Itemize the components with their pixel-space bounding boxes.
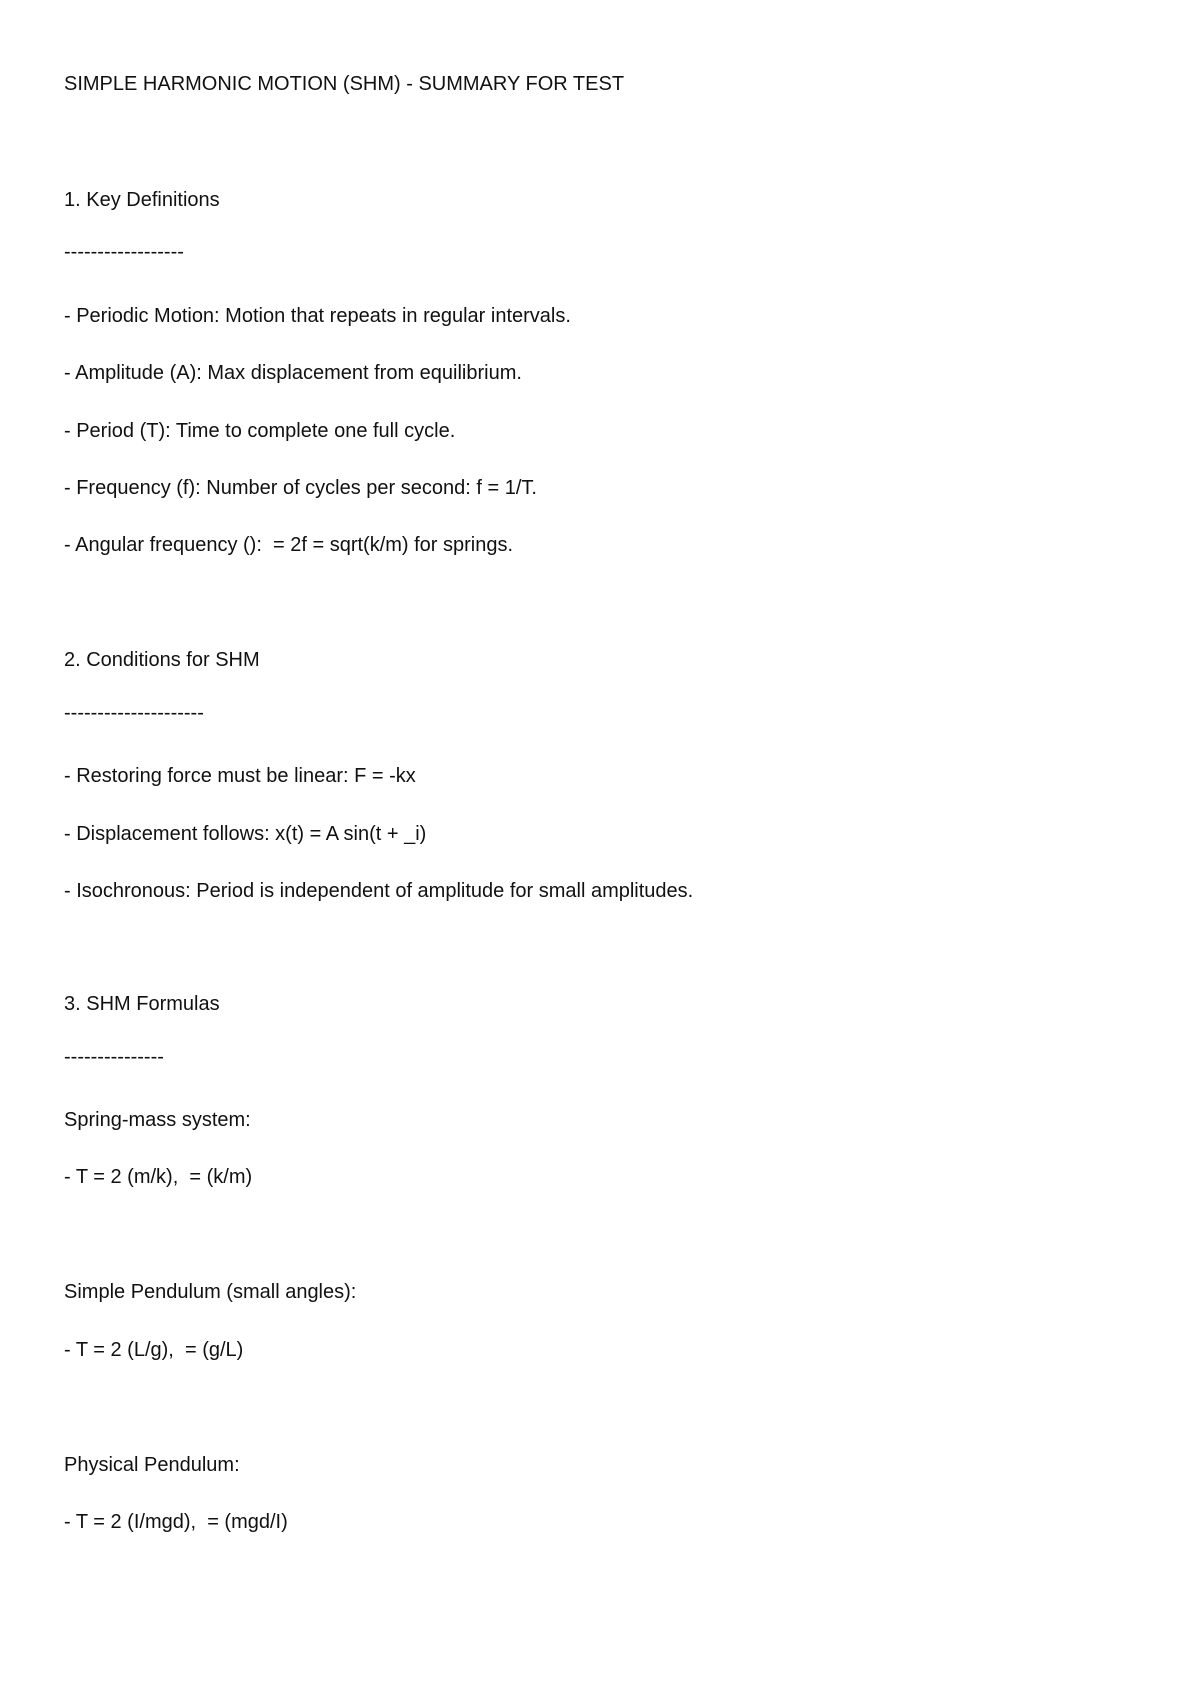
- definition-item: - Amplitude (A): Max displacement from equilibrium.: [64, 362, 522, 384]
- definition-item: - Period (T): Time to complete one full cycle.: [64, 420, 456, 442]
- formula-line: - T = 2 (L/g), = (g/L): [64, 1339, 244, 1361]
- formula-group-label: Simple Pendulum (small angles):: [64, 1281, 357, 1303]
- formula-line: - T = 2 (m/k), = (k/m): [64, 1166, 253, 1188]
- condition-item: - Displacement follows: x(t) = A sin(t + _i): [64, 823, 427, 845]
- section-heading-key-definitions: 1. Key Definitions: [64, 189, 220, 211]
- section-rule: ------------------: [64, 241, 184, 263]
- condition-item: - Isochronous: Period is independent of amplitude for small amplitudes.: [64, 880, 694, 902]
- definition-item: - Frequency (f): Number of cycles per second: f = 1/T.: [64, 477, 537, 499]
- condition-item: - Restoring force must be linear: F = -kx: [64, 765, 416, 787]
- definition-item: - Angular frequency (): = 2f = sqrt(k/m) for springs.: [64, 534, 514, 556]
- section-heading-conditions: 2. Conditions for SHM: [64, 649, 260, 671]
- formula-group-label: Spring-mass system:: [64, 1109, 251, 1131]
- definition-item: - Periodic Motion: Motion that repeats in regular intervals.: [64, 305, 571, 327]
- section-heading-formulas: 3. SHM Formulas: [64, 993, 220, 1015]
- section-rule: ---------------------: [64, 702, 204, 724]
- section-rule: ---------------: [64, 1046, 164, 1068]
- document-title: SIMPLE HARMONIC MOTION (SHM) - SUMMARY FOR TEST: [64, 73, 625, 95]
- formula-group-label: Physical Pendulum:: [64, 1454, 240, 1476]
- formula-line: - T = 2 (I/mgd), = (mgd/I): [64, 1511, 288, 1533]
